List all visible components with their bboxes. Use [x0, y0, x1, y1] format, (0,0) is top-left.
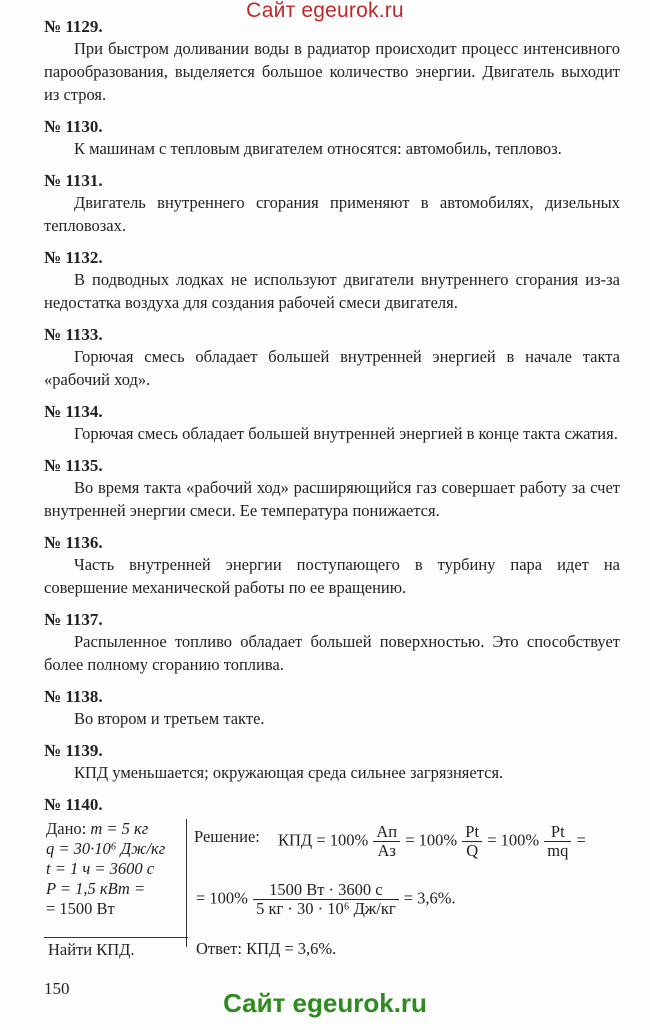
- problem-text: Двигатель внутреннего сгорания применяют в автомобилях, дизельных тепловозах.: [44, 193, 620, 235]
- problem-1140-solution: [44, 819, 620, 967]
- watermark-top: Сайт egeurok.ru: [246, 0, 404, 22]
- given-mass: m = 5 кг: [90, 819, 149, 838]
- given-heat: q = 30·10⁶ Дж/кг: [46, 839, 166, 858]
- problem-text: К машинам с тепловым двигателем относятся: автомобиль, тепловоз.: [74, 139, 562, 158]
- problem-text: Распыленное топливо обладает большей поверхностью. Это способствует более полному сгоранию топлива.: [44, 632, 620, 674]
- given-power: P = 1,5 кВт =: [46, 879, 146, 898]
- problem-text: Горючая смесь обладает большей внутренней энергией в начале такта «рабочий ход».: [44, 347, 620, 389]
- problem-text: Часть внутренней энергии поступающего в турбину пара идет на совершение механической работы по ее вращению.: [44, 555, 620, 597]
- formula-tail: =: [576, 830, 586, 850]
- given-line: [46, 899, 186, 919]
- problem-1134: [44, 401, 620, 445]
- solution-label: Решение:: [194, 827, 260, 846]
- fraction-work: [373, 823, 400, 860]
- problem-1131: [44, 170, 620, 237]
- formula-line-1: [278, 823, 586, 860]
- fraction-denominator: 5 кг · 30 · 10⁶ Дж/кг: [256, 899, 396, 918]
- problem-text: В подводных лодках не используют двигатели внутреннего сгорания из-за недостатка воздуха для создания рабочей смеси двигателя.: [44, 270, 620, 312]
- given-time: t = 1 ч = 3600 с: [46, 859, 155, 878]
- problem-text: Во втором и третьем такте.: [74, 709, 265, 728]
- problem-1140: [44, 794, 620, 815]
- problem-number: № 1130.: [44, 117, 103, 136]
- watermark-bottom: Сайт egeurok.ru: [223, 988, 427, 1018]
- fraction-denominator: Aз: [377, 841, 396, 860]
- problem-number: № 1129.: [44, 17, 103, 36]
- problem-1136: [44, 532, 620, 599]
- problem-number: № 1138.: [44, 687, 103, 706]
- problem-1137: [44, 609, 620, 676]
- problem-number: № 1136.: [44, 533, 103, 552]
- answer: Ответ: КПД = 3,6%.: [196, 939, 337, 958]
- problem-1139: [44, 740, 620, 784]
- fraction-pt-mq: [544, 823, 571, 860]
- formula-result: = 3,6%.: [403, 888, 456, 908]
- problem-number: № 1132.: [44, 248, 103, 267]
- given-block: [44, 819, 187, 947]
- formula-eq: = 100%: [405, 830, 458, 850]
- given-label: Дано:: [46, 819, 87, 838]
- formula-lead: = 100%: [196, 888, 248, 908]
- given-line: [46, 879, 186, 899]
- given-line: [46, 859, 186, 879]
- problem-list: [44, 16, 620, 825]
- problem-number: № 1137.: [44, 610, 103, 629]
- problem-number: № 1133.: [44, 325, 103, 344]
- problem-1138: [44, 686, 620, 730]
- fraction-numeric: [253, 881, 399, 918]
- fraction-denominator: Q: [466, 841, 479, 860]
- problem-number: № 1139.: [44, 741, 103, 760]
- problem-number: № 1135.: [44, 456, 103, 475]
- given-line: [46, 819, 186, 839]
- problem-1132: [44, 247, 620, 314]
- formula-kpd: КПД = 100%: [278, 830, 369, 850]
- problem-text: При быстром доливании воды в радиатор происходит процесс интенсивного парообразования, выделяется большое количество энергии. Двигатель выходит из строя.: [44, 39, 620, 104]
- problem-1130: [44, 116, 620, 160]
- problem-1135: [44, 455, 620, 522]
- find-block: Найти КПД.: [44, 937, 188, 964]
- fraction-numerator: Pt: [544, 823, 571, 842]
- problem-text: Во время такта «рабочий ход» расширяющийся газ совершает работу за счет внутренней энергии смеси. Ее температура понижается.: [44, 478, 620, 520]
- given-line: [46, 839, 186, 859]
- problem-number: № 1131.: [44, 171, 103, 190]
- fraction-denominator: mq: [547, 841, 569, 860]
- page-number: 150: [44, 979, 70, 998]
- fraction-pt-q: [462, 823, 482, 860]
- problem-number: № 1140.: [44, 795, 103, 814]
- given-power-si: = 1500 Вт: [46, 899, 115, 918]
- fraction-numerator: Aп: [373, 823, 400, 842]
- problem-1133: [44, 324, 620, 391]
- problem-number: № 1134.: [44, 402, 103, 421]
- problem-1129: [44, 16, 620, 106]
- fraction-numerator: 1500 Вт · 3600 с: [253, 881, 399, 900]
- formula-line-2: [196, 881, 456, 918]
- problem-text: Горючая смесь обладает большей внутренней энергией в конце такта сжатия.: [74, 424, 618, 443]
- problem-text: КПД уменьшается; окружающая среда сильнее загрязняется.: [74, 763, 504, 782]
- formula-eq: = 100%: [487, 830, 540, 850]
- fraction-numerator: Pt: [462, 823, 482, 842]
